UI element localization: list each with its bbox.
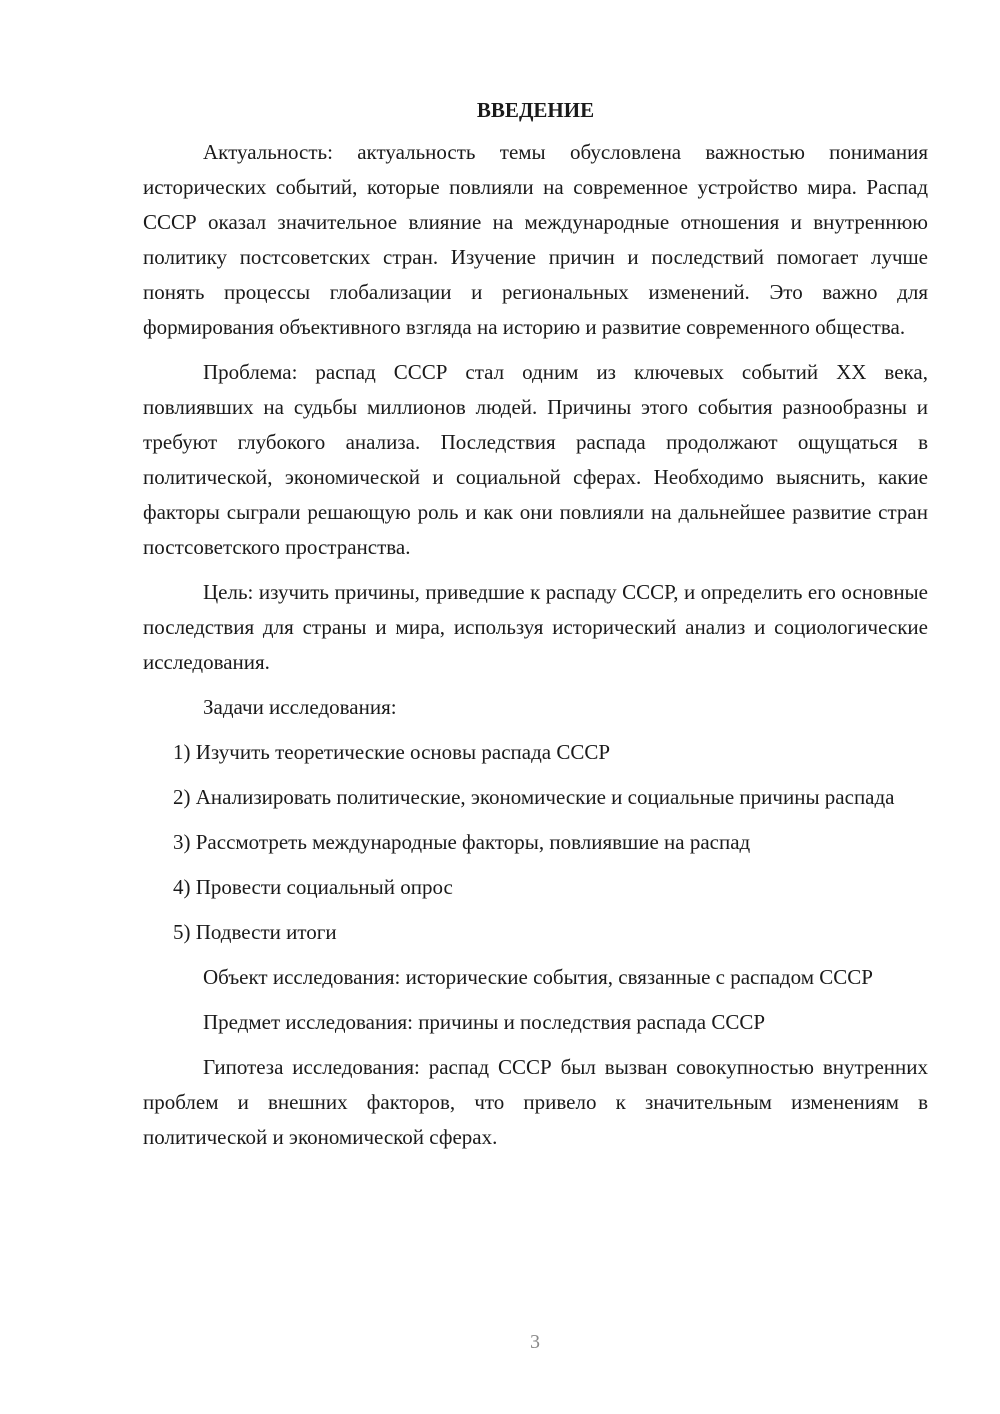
problem-paragraph: Проблема: распад СССР стал одним из ключевых событий XX века, повлиявших на судьбы миллионов людей. Причины этого события разнообразны и требуют глубокого анализа. Последствия распада продолжают ощущаться в политической, экономической и социальной сферах. Необходимо выяснить, какие факторы сыграли решающую роль и как они повлияли на дальнейшее развитие стран постсоветского пространства. bbox=[143, 360, 928, 559]
task-item: 1) Изучить теоретические основы распада СССР bbox=[173, 740, 611, 764]
task-item: 4) Провести социальный опрос bbox=[173, 875, 453, 899]
relevance-paragraph: Актуальность: актуальность темы обусловлена важностью понимания исторических событий, которые повлияли на современное устройство мира. Распад СССР оказал значительное влияние на международные отношения и внутреннюю политику постсоветских стран. Изучение причин и последствий помогает лучше понять процессы глобализации и региональных изменений. Это важно для формирования объективного взгляда на историю и развитие современного общества. bbox=[143, 140, 928, 339]
page-number: 3 bbox=[530, 1331, 540, 1353]
hypothesis-paragraph: Гипотеза исследования: распад СССР был вызван совокупностью внутренних проблем и внешних факторов, что привело к значительным изменениям в политической и экономической сферах. bbox=[143, 1055, 928, 1149]
page-title: ВВЕДЕНИЕ bbox=[476, 98, 595, 122]
task-item: 3) Рассмотреть международные факторы, повлиявшие на распад bbox=[173, 830, 751, 854]
object-paragraph: Объект исследования: исторические события, связанные с распадом СССР bbox=[203, 965, 873, 989]
tasks-heading: Задачи исследования: bbox=[203, 695, 397, 719]
goal-paragraph: Цель: изучить причины, приведшие к распаду СССР, и определить его основные последствия для страны и мира, используя исторический анализ и социологические исследования. bbox=[143, 580, 928, 674]
task-item: 5) Подвести итоги bbox=[173, 920, 337, 944]
document-page bbox=[143, 95, 928, 1165]
task-item: 2) Анализировать политические, экономические и социальные причины распада bbox=[173, 785, 895, 809]
subject-paragraph: Предмет исследования: причины и последствия распада СССР bbox=[203, 1010, 766, 1034]
